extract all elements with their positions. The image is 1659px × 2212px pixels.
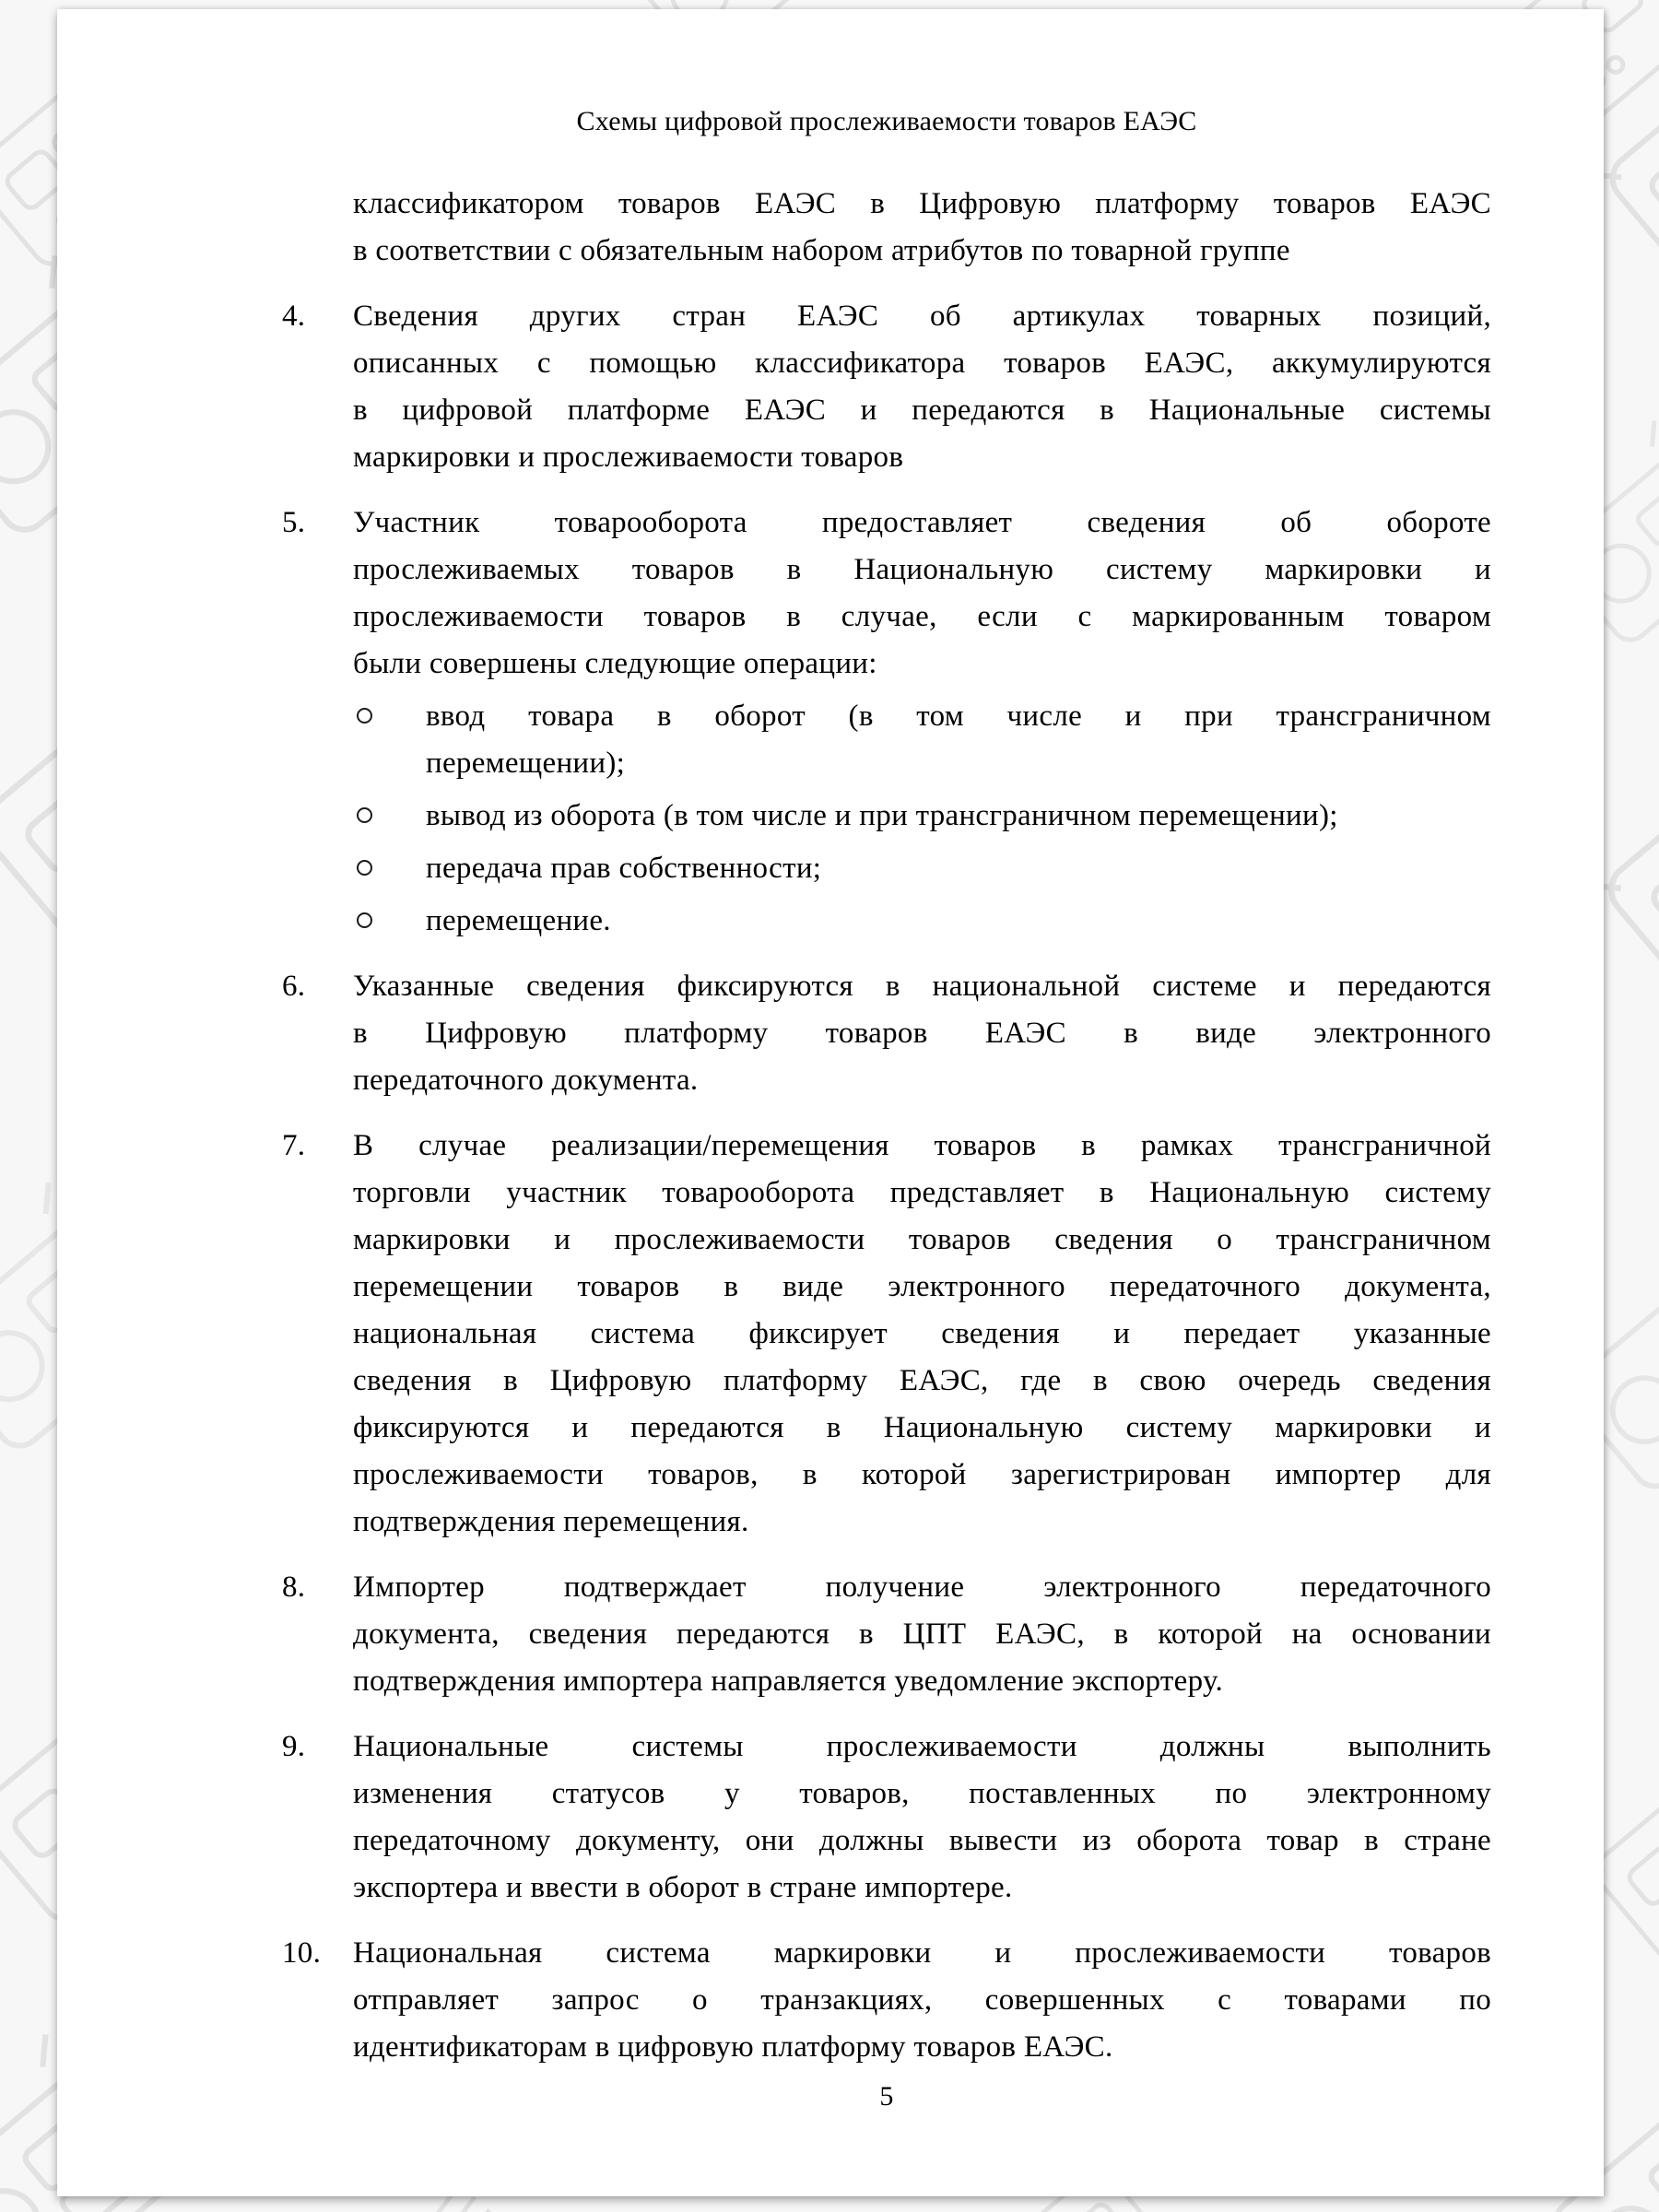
bullet-marker — [353, 845, 426, 892]
text-line: фиксируются и передаются в Национальную систему маркировки и — [353, 1411, 1491, 1444]
paragraph-lines — [353, 1930, 1491, 2071]
bullet-item — [353, 693, 1491, 787]
page-title: Схемы цифровой прослеживаемости товаров ЕАЭС — [576, 106, 1197, 136]
text-line: перемещении товаров в виде электронного передаточного документа, — [353, 1270, 1491, 1303]
text-line: Импортер подтверждает получение электронного передаточного — [353, 1571, 1491, 1604]
bullet-circle-icon — [357, 708, 372, 724]
paragraph-lines — [353, 1123, 1491, 1546]
text-line: Указанные сведения фиксируются в национальной системе и передаются — [353, 970, 1491, 1003]
list-number: 10. — [282, 1936, 322, 1970]
text-line: В случае реализации/перемещения товаров в рамках трансграничной — [353, 1129, 1491, 1162]
text-line: были совершены следующие операции: — [353, 647, 877, 680]
text-line: Сведения других стран ЕАЭС об артикулах товарных позиций, — [353, 300, 1491, 333]
text-line: прослеживаемых товаров в Национальную систему маркировки и — [353, 553, 1491, 586]
bullet-circle-icon — [357, 912, 372, 928]
list-number: 4. — [282, 300, 306, 333]
list-number: 5. — [282, 506, 306, 539]
text-line: прослеживаемости товаров в случае, если с маркированным товаром — [353, 600, 1491, 633]
list-number: 7. — [282, 1129, 306, 1162]
bullet-marker — [353, 793, 426, 840]
text-line: ввод товара в оборот (в том числе и при трансграничном — [426, 700, 1491, 733]
list-number: 9. — [282, 1730, 306, 1763]
text-line: маркировки и прослеживаемости товаров — [353, 441, 904, 474]
text-line: в цифровой платформе ЕАЭС и передаются в Национальные системы — [353, 394, 1491, 427]
paragraph-lines — [426, 898, 1491, 945]
text-line: отправляет запрос о транзакциях, совершенных с товарами по — [353, 1983, 1491, 2017]
text-line: маркировки и прослеживаемости товаров сведения о трансграничном — [353, 1223, 1491, 1256]
paragraph-lines — [426, 845, 1491, 892]
page-number: 5 — [879, 2081, 894, 2112]
bullet-circle-icon — [357, 807, 372, 823]
list-item — [282, 500, 1491, 688]
paragraph-lines — [353, 963, 1491, 1104]
bullet-item — [353, 898, 1491, 945]
list-item — [282, 293, 1491, 481]
paragraph-lines — [426, 793, 1491, 840]
paragraph — [353, 181, 1491, 275]
list-item — [282, 1724, 1491, 1912]
text-line: прослеживаемости товаров, в которой зарегистрирован импортер для — [353, 1458, 1491, 1491]
paragraph-lines — [426, 693, 1491, 787]
list-item — [282, 1930, 1491, 2071]
paragraph-lines — [353, 181, 1491, 275]
text-line: подтверждения импортера направляется уведомление экспортеру. — [353, 1665, 1223, 1698]
page-content — [282, 9, 1491, 2115]
paper-sheet — [57, 9, 1604, 2196]
bullet-item — [353, 793, 1491, 840]
bullet-circle-icon — [357, 860, 372, 876]
text-line: подтверждения перемещения. — [353, 1505, 749, 1538]
text-line: экспортера и ввести в оборот в стране импортере. — [353, 1871, 1013, 1904]
bullet-marker — [353, 693, 426, 787]
text-line: в соответствии с обязательным набором атрибутов по товарной группе — [353, 234, 1290, 267]
text-line: идентификаторам в цифровую платформу товаров ЕАЭС. — [353, 2030, 1113, 2064]
list-number: 8. — [282, 1571, 306, 1604]
list-item — [282, 1123, 1491, 1546]
bullet-marker — [353, 898, 426, 945]
text-line: Национальная система маркировки и прослеживаемости товаров — [353, 1936, 1491, 1970]
text-line: документа, сведения передаются в ЦПТ ЕАЭС, в которой на основании — [353, 1618, 1491, 1651]
bullet-item — [353, 845, 1491, 892]
list-item — [282, 963, 1491, 1104]
text-line: изменения статусов у товаров, поставленных по электронному — [353, 1777, 1491, 1810]
paragraph-lines — [353, 1724, 1491, 1912]
text-line: описанных с помощью классификатора товаров ЕАЭС, аккумулируются — [353, 347, 1491, 380]
paragraph-lines — [353, 293, 1491, 481]
text-line: передача прав собственности; — [426, 852, 822, 885]
text-line: Участник товарооборота предоставляет сведения об обороте — [353, 506, 1491, 539]
paragraph-lines — [353, 500, 1491, 688]
text-line: в Цифровую платформу товаров ЕАЭС в виде электронного — [353, 1017, 1491, 1050]
text-line: Национальные системы прослеживаемости должны выполнить — [353, 1730, 1491, 1763]
text-line: перемещении); — [426, 747, 626, 780]
text-line: национальная система фиксирует сведения и передает указанные — [353, 1317, 1491, 1350]
paragraph-lines — [353, 1564, 1491, 1705]
list-number: 6. — [282, 970, 306, 1003]
text-line: классификатором товаров ЕАЭС в Цифровую платформу товаров ЕАЭС — [353, 187, 1491, 220]
document-body — [282, 181, 1491, 2071]
list-item — [282, 1564, 1491, 1705]
text-line: передаточному документу, они должны вывести из оборота товар в стране — [353, 1824, 1491, 1857]
text-line: передаточного документа. — [353, 1064, 699, 1097]
text-line: перемещение. — [426, 904, 611, 937]
text-line: вывод из оборота (в том числе и при трансграничном перемещении); — [426, 799, 1338, 832]
text-line: торговли участник товарооборота представляет в Национальную систему — [353, 1176, 1491, 1209]
text-line: сведения в Цифровую платформу ЕАЭС, где в свою очередь сведения — [353, 1364, 1491, 1397]
